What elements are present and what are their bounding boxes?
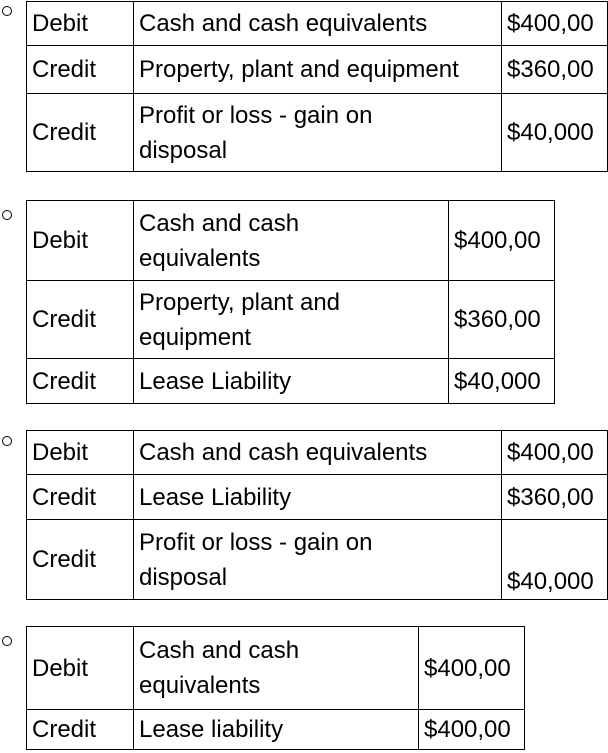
side-cell: Debit (27, 2, 134, 46)
amount-cell: $40,000 (502, 94, 608, 172)
amount-cell: $400,00 (419, 627, 525, 710)
account-cell: Property, plant and equipment (134, 281, 449, 359)
journal-entry-table-2 (26, 200, 555, 404)
radio-button-option-1[interactable] (2, 6, 12, 16)
amount-cell: $40,000 (449, 359, 555, 404)
table-row (27, 520, 608, 600)
table-row (27, 281, 555, 359)
radio-button-option-4[interactable] (2, 636, 12, 646)
side-cell: Credit (27, 281, 134, 359)
account-cell: Lease Liability (134, 475, 502, 520)
radio-button-option-3[interactable] (2, 436, 12, 446)
amount-cell: $360,00 (502, 475, 608, 520)
amount-cell: $400,00 (502, 431, 608, 475)
side-cell: Credit (27, 94, 134, 172)
side-cell: Credit (27, 475, 134, 520)
table-row (27, 475, 608, 520)
table-row (27, 2, 608, 46)
side-cell: Debit (27, 431, 134, 475)
table-row (27, 627, 525, 710)
amount-cell: $40,000 (502, 520, 608, 600)
account-cell: Cash and cash equivalents (134, 2, 502, 46)
amount-cell: $400,00 (502, 2, 608, 46)
side-cell: Credit (27, 46, 134, 94)
side-cell: Credit (27, 710, 134, 750)
amount-cell: $360,00 (449, 281, 555, 359)
account-cell: Profit or loss - gain on disposal (134, 520, 502, 600)
amount-cell: $400,00 (449, 201, 555, 281)
journal-entry-table-4 (26, 626, 525, 750)
account-cell: Lease liability (134, 710, 419, 750)
account-cell: Cash and cash equivalents (134, 431, 502, 475)
table-row (27, 201, 555, 281)
amount-cell: $400,00 (419, 710, 525, 750)
account-cell: Lease Liability (134, 359, 449, 404)
account-cell: Profit or loss - gain on disposal (134, 94, 502, 172)
account-cell: Cash and cash equivalents (134, 627, 419, 710)
amount-cell: $360,00 (502, 46, 608, 94)
side-cell: Debit (27, 201, 134, 281)
account-cell: Cash and cash equivalents (134, 201, 449, 281)
journal-entry-table-3 (26, 430, 608, 600)
table-row (27, 431, 608, 475)
table-row (27, 710, 525, 750)
side-cell: Debit (27, 627, 134, 710)
table-row (27, 46, 608, 94)
table-row (27, 359, 555, 404)
journal-entry-table-1 (26, 1, 608, 172)
side-cell: Credit (27, 359, 134, 404)
radio-button-option-2[interactable] (2, 210, 12, 220)
account-cell: Property, plant and equipment (134, 46, 502, 94)
side-cell: Credit (27, 520, 134, 600)
table-row (27, 94, 608, 172)
